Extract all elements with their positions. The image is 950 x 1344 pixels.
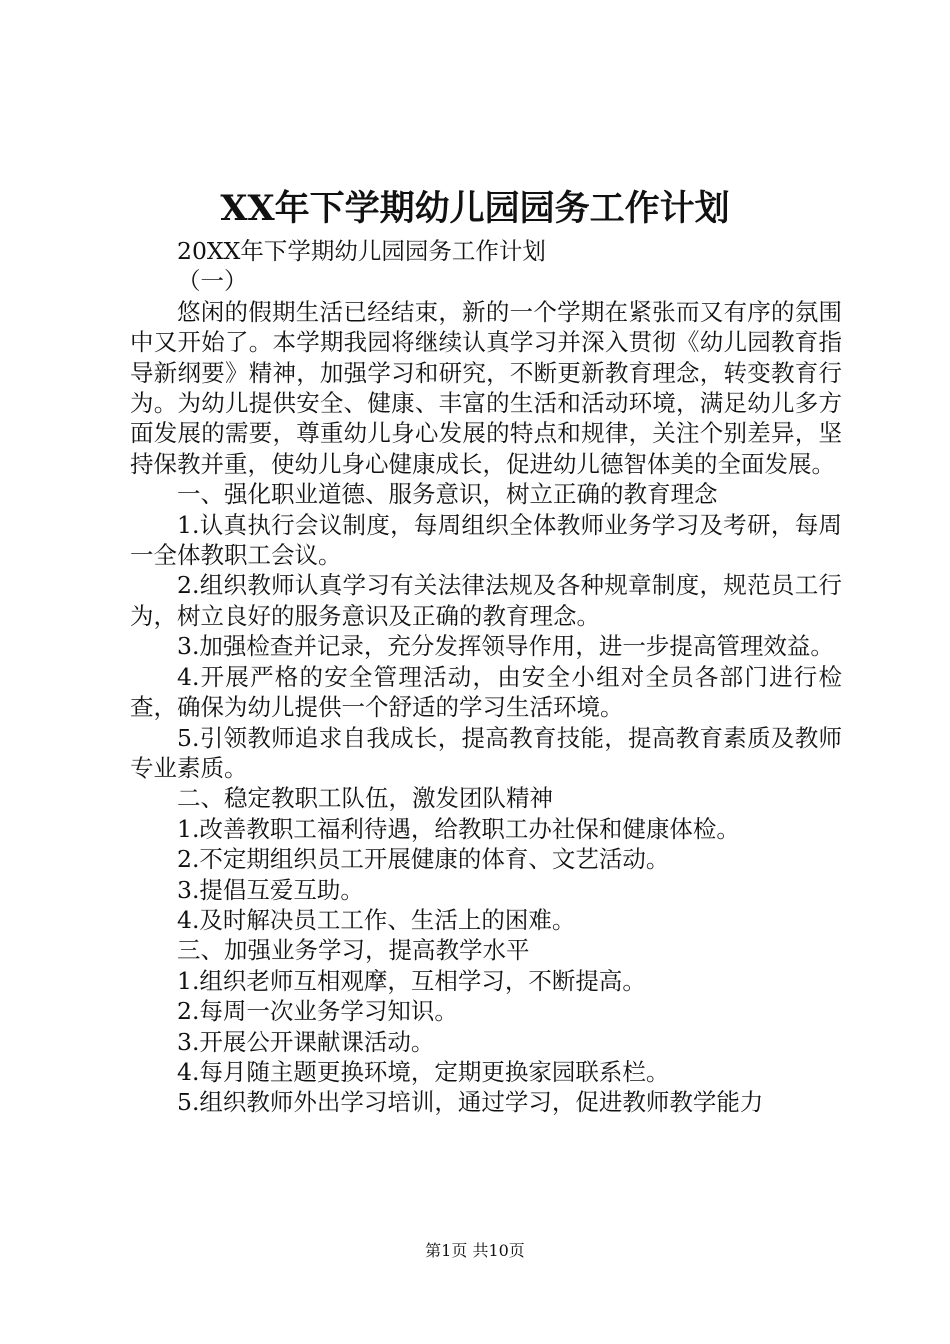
document-title: XX年下学期幼儿园园务工作计划 [220, 188, 730, 229]
section-heading-1: 一、强化职业道德、服务意识，树立正确的教育理念 [177, 480, 718, 509]
section-heading-2: 二、稳定教职工队伍，激发团队精神 [177, 784, 553, 813]
page-footer: 第1页 共10页 [425, 1241, 525, 1260]
list-item: 3.提倡互爱互助。 [177, 875, 364, 904]
list-item: 4.每月随主题更换环境，定期更换家园联系栏。 [177, 1057, 670, 1086]
list-item: 2.不定期组织员工开展健康的体育、文艺活动。 [177, 845, 670, 874]
list-item: 3.加强检查并记录，充分发挥领导作用，进一步提高管理效益。 [177, 632, 834, 661]
list-item: 3.开展公开课献课活动。 [177, 1027, 435, 1056]
list-item: 4.开展严格的安全管理活动，由安全小组对全员各部门进行检查，确保为幼儿提供一个舒适的学习生活环境。 [130, 662, 842, 722]
subtitle-line: 20XX年下学期幼儿园园务工作计划 [177, 237, 546, 265]
list-item: 1.认真执行会议制度，每周组织全体教师业务学习及考研，每周一全体教职工会议。 [130, 510, 842, 570]
list-item: 5.组织教师外出学习培训，通过学习，促进教师教学能力 [177, 1088, 764, 1117]
list-item: 5.引领教师追求自我成长，提高教育技能，提高教育素质及教师专业素质。 [130, 723, 842, 782]
list-item: 2.每周一次业务学习知识。 [177, 997, 458, 1026]
section-heading-3: 三、加强业务学习，提高教学水平 [177, 936, 530, 965]
list-item: 1.改善教职工福利待遇，给教职工办社保和健康体检。 [177, 814, 740, 843]
intro-paragraph: 悠闲的假期生活已经结束，新的一个学期在紧张而又有序的氛围中又开始了。本学期我园将继续认真学习并深入贯彻《幼儿园教育指导新纲要》精神，加强学习和研究，不断更新教育理念，转变教育行为。为幼儿提供安全、健康、丰富的生活和活动环境，满足幼儿多方面发展的需要，尊重幼儿身心发展的特点和规律，关注个别差异，坚持保教并重，使幼儿身心健康成长，促进幼儿德智体美的全面发展。 [130, 297, 842, 478]
list-item: 4.及时解决员工工作、生活上的困难。 [177, 905, 576, 934]
section-marker: （一） [177, 267, 248, 296]
document-body [130, 236, 842, 1118]
list-item: 1.组织老师互相观摩，互相学习，不断提高。 [177, 966, 646, 995]
list-item: 2.组织教师认真学习有关法律法规及各种规章制度，规范员工行为，树立良好的服务意识及正确的教育理念。 [130, 571, 842, 630]
